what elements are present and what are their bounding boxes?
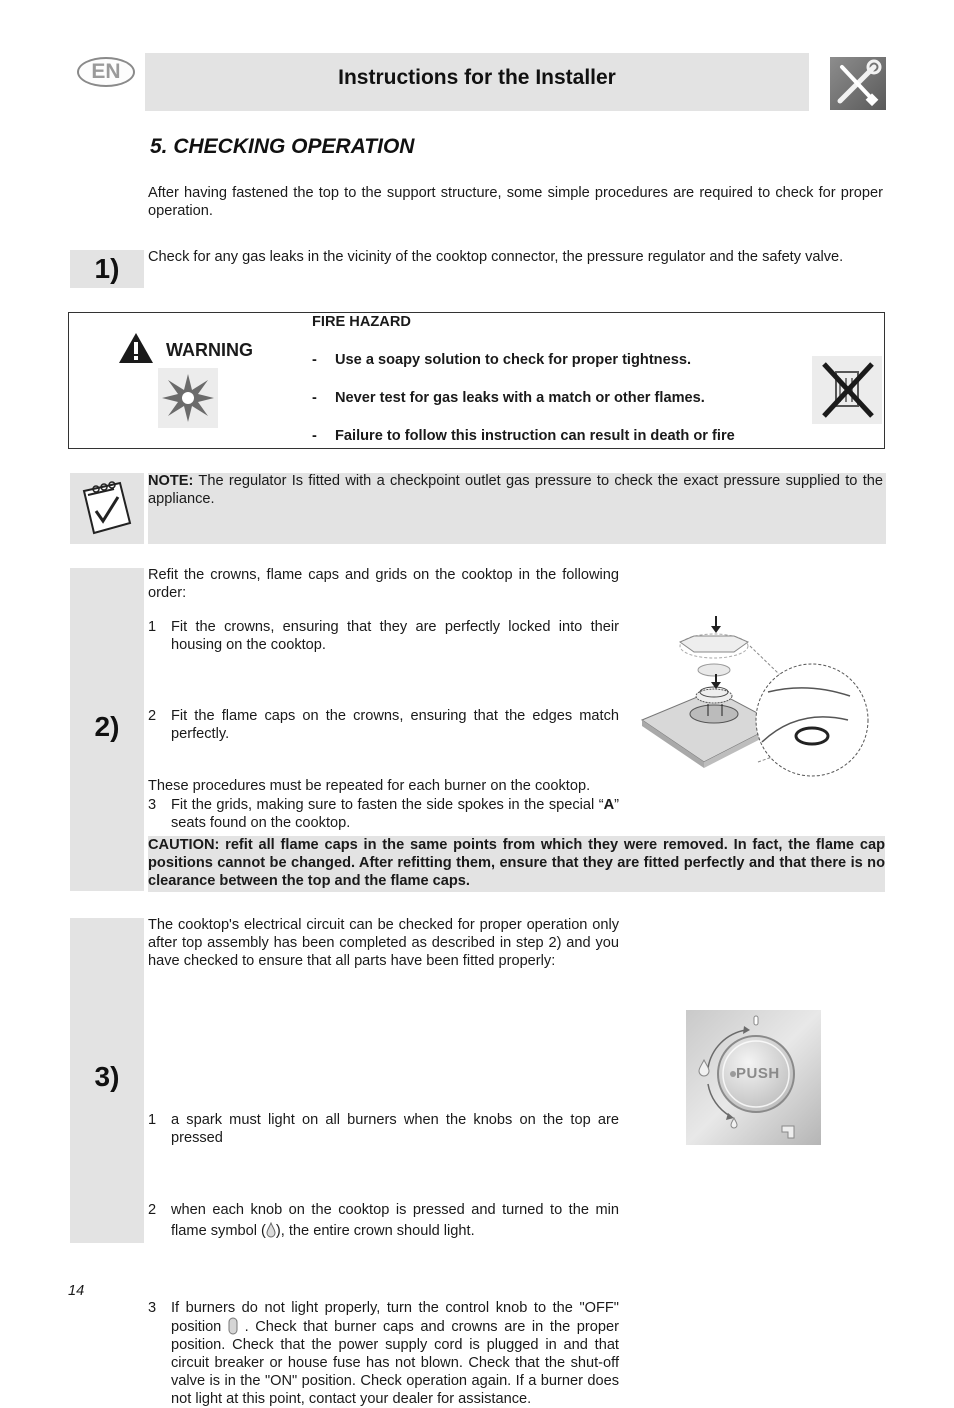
step-2-item-3-post: ” seats found on the cooktop.: [171, 797, 619, 831]
step-2-label: 2): [94, 711, 120, 742]
page-number: 14: [68, 1283, 85, 1299]
warning-dash-3: -: [312, 428, 317, 444]
note-body: The regulator Is fitted with a checkpoint outlet gas pressure to check the exact pressure supplied to the appliance.: [148, 473, 883, 507]
caution-box: CAUTION: refit all flame caps in the same points from which they were removed. In fact, the flame cap positions cannot be changed. After refitting them, ensure that they are fitted perfectly and that there is no clearance between the top and the flame caps.: [148, 836, 885, 892]
step-1-label: 1): [94, 253, 120, 284]
step-3-label: 3): [94, 1061, 120, 1092]
step-2-item-1: [148, 618, 619, 654]
step-3-item-2-num: 2: [148, 1202, 157, 1218]
intro-paragraph: After having fastened the top to the support structure, some simple procedures are required to check for proper operation.: [148, 185, 883, 219]
burner-assembly-illustration: [638, 612, 874, 784]
step-2-item-3-bold: A: [603, 797, 615, 813]
warning-dash-2: -: [312, 390, 317, 406]
wrench-screwdriver-icon: [830, 57, 886, 110]
section-title: 5. CHECKING OPERATION: [150, 135, 415, 158]
step-2-item-2: [148, 707, 619, 743]
warning-item-2: Never test for gas leaks with a match or other flames.: [335, 390, 705, 406]
step-2-item-1-num: 1: [148, 619, 157, 635]
step-2-item-1-text: Fit the crowns, ensuring that they are perfectly locked into their housing on the cooktop.: [171, 619, 619, 653]
step-3-item-1-text: a spark must light on all burners when the knobs on the top are pressed: [171, 1112, 619, 1146]
warning-label: WARNING: [166, 340, 253, 360]
min-flame-icon: [266, 1222, 276, 1238]
language-badge: EN: [77, 57, 135, 87]
step-3-item-2: [148, 1200, 619, 1242]
note-text: [148, 472, 883, 508]
step-3-item-1-num: 1: [148, 1112, 157, 1128]
step-3-intro: The cooktop's electrical circuit can be checked for proper operation only after top assembly has been completed as described in step 2) and you have checked to ensure that all parts have been fitted properly:: [148, 917, 619, 969]
step-2-item-2-text: Fit the flame caps on the crowns, ensuring that the edges match perfectly.: [171, 708, 619, 742]
note-icon-box: [70, 473, 144, 544]
fire-hazard-heading: FIRE HAZARD: [312, 314, 411, 330]
step-2-outro: These procedures must be repeated for each burner on the cooktop.: [148, 778, 591, 794]
page-header-title: Instructions for the Installer: [338, 66, 616, 89]
step-3-item-1: [148, 1111, 619, 1147]
step-3-item-3-post: . Check that burner caps and crowns are in the proper position. Check that the power supply cord is plugged in and that circuit breaker or house fuse has not blown. Check that the shut-off valve is in the "ON" position. Check operation again. If a burner does not light at this point, contact your dealer for assistance.: [171, 1319, 619, 1407]
step-2-item-2-num: 2: [148, 708, 157, 724]
warning-item-3: Failure to follow this instruction can result in death or fire: [335, 428, 735, 444]
step-2-item-3-pre: Fit the grids, making sure to fasten the side spokes in the special “: [171, 797, 604, 813]
step-3-item-2-post: ), the entire crown should light.: [275, 1223, 475, 1239]
note-label: NOTE:: [148, 473, 194, 489]
explosion-icon: [158, 368, 218, 428]
warning-triangle-icon: [118, 332, 154, 364]
step-1-text: Check for any gas leaks in the vicinity of the cooktop connector, the pressure regulator and the safety valve.: [148, 249, 844, 265]
warning-item-1: Use a soapy solution to check for proper tightness.: [335, 352, 691, 368]
step-2-item-3: [148, 796, 619, 832]
step-3-item-2-pre: when each knob on the cooktop is pressed and turned to the min flame symbol (: [171, 1202, 619, 1239]
step-3-item-3-pre: If burners do not light properly, turn the control knob to the "OFF" position: [171, 1300, 619, 1335]
push-label: PUSH: [736, 1065, 780, 1082]
push-knob-illustration: [686, 1010, 821, 1145]
step-2-item-3-num: 3: [148, 797, 157, 813]
step-3-item-3-num: 3: [148, 1300, 157, 1316]
step-3-item-3: [148, 1299, 619, 1408]
no-flame-icon: [812, 356, 882, 424]
off-position-icon: [228, 1317, 238, 1335]
warning-dash-1: -: [312, 352, 317, 368]
step-2-intro: Refit the crowns, flame caps and grids on the cooktop in the following order:: [148, 567, 619, 601]
